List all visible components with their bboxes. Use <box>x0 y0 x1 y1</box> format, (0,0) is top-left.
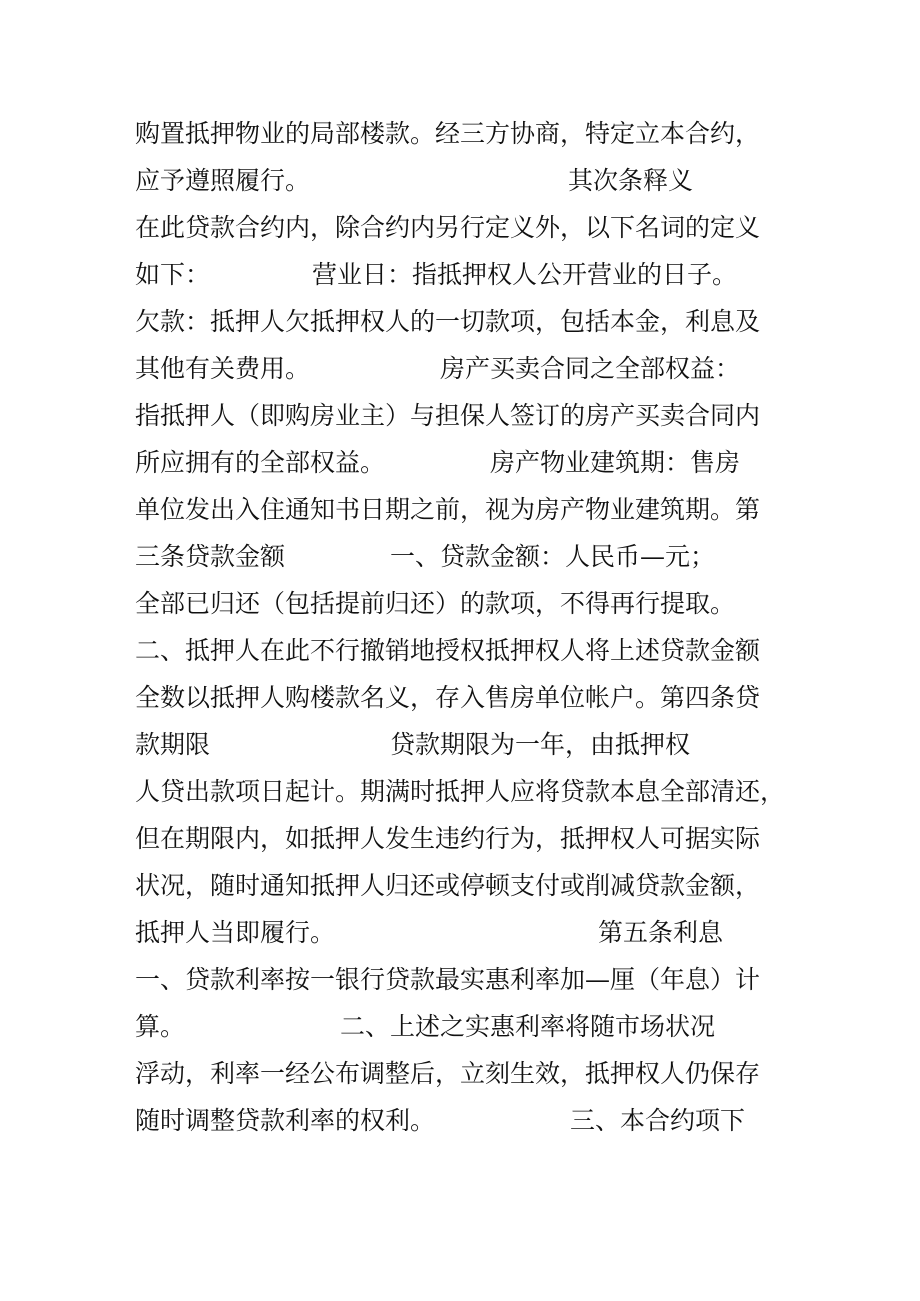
text-line <box>135 439 835 486</box>
text-line <box>135 627 835 674</box>
section-heading: 其次条释义 <box>568 166 694 195</box>
text-line <box>135 486 835 533</box>
text-line-segment: 房产物业建筑期：售房 <box>490 448 741 477</box>
text-line-segment: 全部已归还（包括提前归还）的款项，不得再行提取。 <box>135 589 736 618</box>
text-line-segment: 浮动，利率一经公布调整后，立刻生效，抵押权人仍保存 <box>135 1059 761 1088</box>
text-line-segment: 二、抵押人在此不行撤销地授权抵押权人将上述贷款金额 <box>135 636 761 665</box>
text-line <box>135 862 835 909</box>
text-line-segment: 全数以抵押人购楼款名义，存入售房单位帐户。第四条贷 <box>135 683 761 712</box>
text-line <box>135 580 835 627</box>
text-line-segment: 应予遵照履行。 <box>135 166 311 195</box>
text-line-segment: 所应拥有的全部权益。 <box>135 448 386 477</box>
text-line <box>135 956 835 1003</box>
text-line-segment: 一、贷款金额：人民币—元； <box>390 542 716 571</box>
text-line-segment: 二、上述之实惠利率将随市场状况 <box>340 1012 716 1041</box>
text-line-segment: 算。 <box>135 1012 186 1041</box>
text-line-segment: 贷款期限为一年，由抵押权 <box>390 730 691 759</box>
text-line <box>135 815 835 862</box>
text-line-segment: 但在期限内，如抵押人发生违约行为，抵押权人可据实际 <box>135 824 761 853</box>
text-line <box>135 157 835 204</box>
text-line-segment: 如下： <box>135 260 211 289</box>
text-line <box>135 1097 835 1144</box>
text-line-segment: 指抵押人（即购房业主）与担保人签订的房产买卖合同内 <box>135 401 761 430</box>
text-line-segment: 三、本合约项下 <box>570 1106 746 1135</box>
text-line <box>135 721 835 768</box>
text-line-segment: 购置抵押物业的局部楼款。经三方协商，特定立本合约， <box>135 119 761 148</box>
text-line-segment: 在此贷款合约内，除合约内另行定义外，以下名词的定义 <box>135 213 761 242</box>
text-line <box>135 674 835 721</box>
section-heading: 第五条利息 <box>598 918 724 947</box>
text-line-segment: 一、贷款利率按一银行贷款最实惠利率加—厘（年息）计 <box>135 965 761 994</box>
text-line <box>135 110 835 157</box>
text-line <box>135 204 835 251</box>
text-line <box>135 298 835 345</box>
text-line-segment: 随时调整贷款利率的权利。 <box>135 1106 436 1135</box>
section-heading: 三条贷款金额 <box>135 542 286 571</box>
text-line-segment: 房产买卖合同之全部权益： <box>440 354 741 383</box>
text-line <box>135 392 835 439</box>
text-line-segment: 欠款：抵押人欠抵押权人的一切款项，包括本金，利息及 <box>135 307 761 336</box>
text-line <box>135 1050 835 1097</box>
text-line-segment: 单位发出入住通知书日期之前，视为房产物业建筑期。第 <box>135 495 761 524</box>
text-line <box>135 768 835 815</box>
text-line <box>135 909 835 956</box>
text-line-segment: 状况，随时通知抵押人归还或停顿支付或削减贷款金额， <box>135 871 761 900</box>
section-heading: 款期限 <box>135 730 211 759</box>
text-line <box>135 345 835 392</box>
text-line-segment: 其他有关费用。 <box>135 354 311 383</box>
text-line-segment: 人贷出款项日起计。期满时抵押人应将贷款本息全部清还， <box>135 777 786 806</box>
document-body <box>135 110 835 1144</box>
text-line <box>135 251 835 298</box>
text-line-segment: 营业日：指抵押权人公开营业的日子。 <box>312 260 738 289</box>
text-line-segment: 抵押人当即履行。 <box>135 918 336 947</box>
text-line <box>135 533 835 580</box>
text-line <box>135 1003 835 1050</box>
